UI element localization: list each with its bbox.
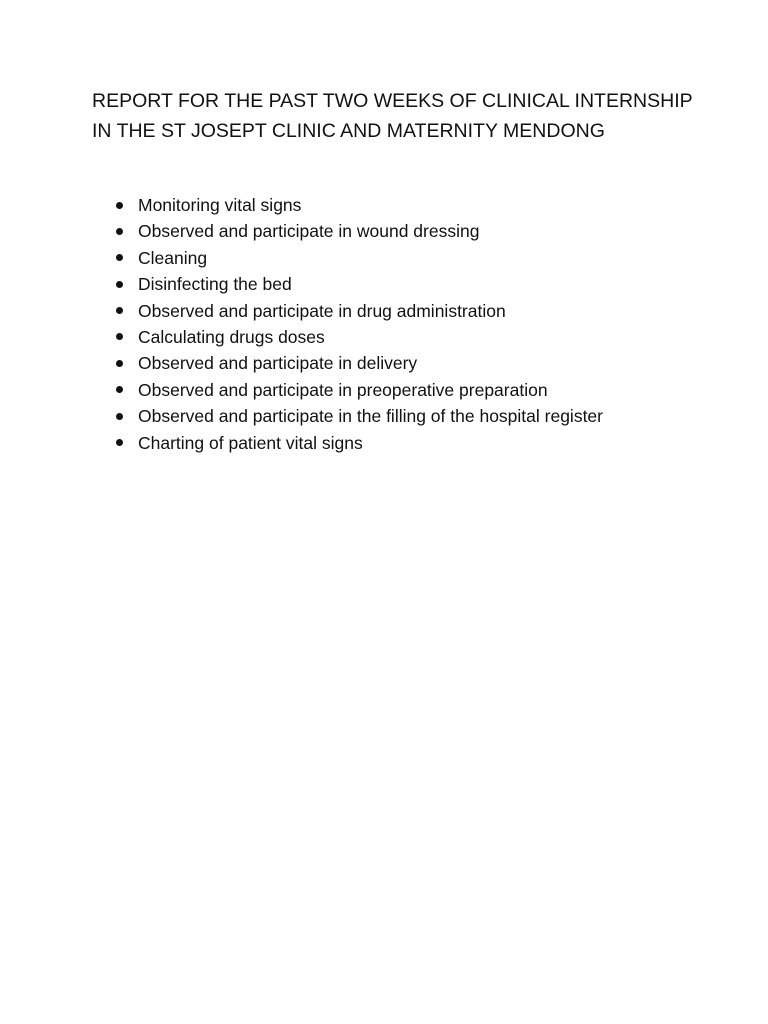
activity-item	[138, 430, 603, 456]
activity-text: Observed and participate in drug administration	[138, 300, 506, 321]
bullet-icon	[116, 307, 123, 314]
report-title	[92, 86, 712, 146]
activity-text: Monitoring vital signs	[138, 195, 302, 215]
bullet-icon	[116, 281, 123, 288]
bullet-icon	[116, 228, 123, 235]
activity-item	[138, 298, 603, 324]
activity-text: Observed and participate in wound dressing	[138, 221, 480, 242]
activity-text: Charting of patient vital signs	[138, 432, 363, 453]
activity-text: Disinfecting the bed	[138, 274, 292, 295]
activity-list	[138, 192, 603, 456]
activity-text: Calculating drugs doses	[138, 326, 325, 347]
bullet-icon	[116, 386, 123, 393]
activity-item	[138, 218, 603, 244]
activity-text: Observed and participate in delivery	[138, 353, 418, 374]
activity-text: Observed and participate in the filling of the hospital register	[138, 406, 603, 427]
bullet-icon	[116, 333, 123, 340]
report-title-line-2: IN THE ST JOSEPT CLINIC AND MATERNITY MENDONG	[92, 120, 605, 142]
bullet-icon	[116, 439, 123, 446]
report-title-line-1: REPORT FOR THE PAST TWO WEEKS OF CLINICAL INTERNSHIP	[92, 90, 693, 112]
activity-item	[138, 245, 603, 271]
activity-text: Cleaning	[138, 247, 208, 268]
bullet-icon	[116, 413, 123, 420]
activity-item	[138, 271, 603, 297]
activity-item	[138, 377, 603, 403]
bullet-icon	[116, 254, 123, 261]
activity-item	[138, 350, 603, 376]
activity-item	[138, 324, 603, 350]
activity-item	[138, 403, 603, 429]
activity-text: Observed and participate in preoperative preparation	[138, 379, 548, 400]
bullet-icon	[116, 202, 123, 209]
activity-item	[138, 192, 603, 218]
bullet-icon	[116, 360, 123, 367]
